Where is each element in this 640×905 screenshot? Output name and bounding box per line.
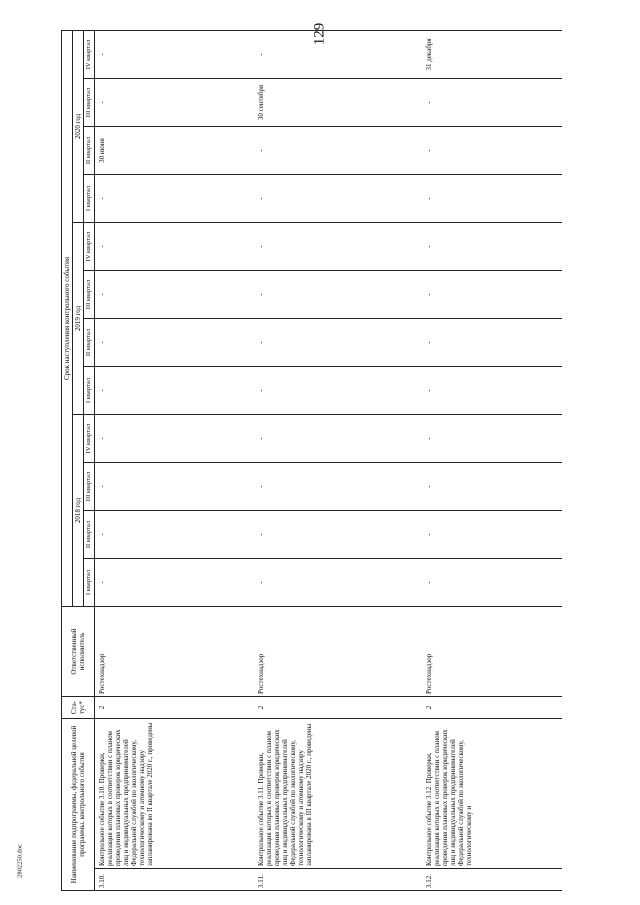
header-quarter: III квартал xyxy=(84,271,94,319)
schedule-table xyxy=(61,30,562,891)
header-quarter: III квартал xyxy=(84,79,94,127)
quarter-cell: - xyxy=(254,463,422,511)
quarter-cell: - xyxy=(254,319,422,367)
quarter-cell: - xyxy=(422,367,562,415)
quarter-cell: - xyxy=(94,415,254,463)
quarter-cell: - xyxy=(94,511,254,559)
event-status: 2 xyxy=(94,697,254,719)
header-quarter: I квартал xyxy=(84,175,94,223)
quarter-cell: - xyxy=(422,463,562,511)
header-quarter: IV квартал xyxy=(84,30,94,78)
header-year: 2019 год xyxy=(73,223,84,415)
header-quarter: I квартал xyxy=(84,367,94,415)
table-row xyxy=(422,30,562,890)
header-year: 2020 год xyxy=(73,30,84,222)
quarter-cell: - xyxy=(254,127,422,175)
header-quarter: II квартал xyxy=(84,127,94,175)
quarter-cell: - xyxy=(94,271,254,319)
quarter-cell: 30 сентября xyxy=(254,79,422,127)
table-container xyxy=(61,33,618,891)
header-quarter: III квартал xyxy=(84,463,94,511)
quarter-cell: - xyxy=(422,79,562,127)
quarter-cell: - xyxy=(254,415,422,463)
table-row xyxy=(94,30,254,890)
quarter-cell: - xyxy=(422,415,562,463)
header-period: Срок наступления контрольного события xyxy=(62,30,73,606)
quarter-cell: - xyxy=(254,559,422,607)
quarter-cell: - xyxy=(94,223,254,271)
event-name: Контрольное событие 3.12. Проверки, реализация которых в соответствии с планом проведения плановых проверок юридических лиц и индивидуальных предпринимателей Федеральной службой по экологическому, технологическому и xyxy=(422,719,562,869)
quarter-cell: - xyxy=(422,127,562,175)
quarter-cell: - xyxy=(422,319,562,367)
event-status: 2 xyxy=(254,697,422,719)
event-executor: Ростехнадзор xyxy=(94,607,254,697)
quarter-cell: - xyxy=(254,30,422,78)
quarter-cell: - xyxy=(254,511,422,559)
header-executor: Ответственный исполнитель xyxy=(62,607,95,697)
quarter-cell: - xyxy=(422,175,562,223)
row-number: 3.12. xyxy=(422,869,562,891)
quarter-cell: - xyxy=(94,175,254,223)
row-number: 3.11. xyxy=(254,869,422,891)
quarter-cell: - xyxy=(94,463,254,511)
rotated-table-frame xyxy=(61,33,618,891)
quarter-cell: - xyxy=(422,223,562,271)
quarter-cell: - xyxy=(94,79,254,127)
event-executor: Ростехнадзор xyxy=(254,607,422,697)
quarter-cell: 30 июня xyxy=(94,127,254,175)
header-quarter: IV квартал xyxy=(84,223,94,271)
header-quarter: II квартал xyxy=(84,319,94,367)
row-number: 3.10. xyxy=(94,869,254,891)
quarter-cell: - xyxy=(94,367,254,415)
quarter-cell: - xyxy=(254,175,422,223)
footer-file-name xyxy=(12,826,28,896)
quarter-cell: - xyxy=(254,223,422,271)
event-name: Контрольное событие 3.11. Проверки, реализация которых в соответствии с планом проведения плановых проверок юридических лиц и индивидуальных предпринимателей Федеральной службой по экологическому, технологическому и атомному надзору запланирована в III квартале 2020 г., проведены xyxy=(254,719,422,869)
quarter-cell: - xyxy=(422,511,562,559)
quarter-cell: - xyxy=(254,271,422,319)
header-row-1 xyxy=(62,30,73,890)
event-status: 2 xyxy=(422,697,562,719)
page-number-text: 129 xyxy=(311,22,328,46)
header-year: 2018 год xyxy=(73,415,84,607)
header-name: Наименование подпрограммы, федеральной целевой программы, контрольного события xyxy=(62,719,95,891)
quarter-cell: - xyxy=(94,559,254,607)
header-quarter: IV квартал xyxy=(84,415,94,463)
quarter-cell: - xyxy=(94,30,254,78)
quarter-cell: - xyxy=(422,559,562,607)
quarter-cell: - xyxy=(254,367,422,415)
table-row xyxy=(254,30,422,890)
footer-file-text: 2802250.doc xyxy=(16,844,24,878)
quarter-cell: 31 декабря xyxy=(422,30,562,78)
header-status: Ста-тус* xyxy=(62,697,95,719)
quarter-cell: - xyxy=(94,319,254,367)
header-quarter: I квартал xyxy=(84,559,94,607)
quarter-cell: - xyxy=(422,271,562,319)
header-quarter: II квартал xyxy=(84,511,94,559)
event-name: Контрольное событие 3.10. Проверки, реализация которых в соответствии с планом проведения плановых проверок юридических лиц и индивидуальных предпринимателей Федеральной службой по экологическому, технологическому и атомному надзору запланирована во II квартале 2020 г., проведены xyxy=(94,719,254,869)
event-executor: Ростехнадзор xyxy=(422,607,562,697)
